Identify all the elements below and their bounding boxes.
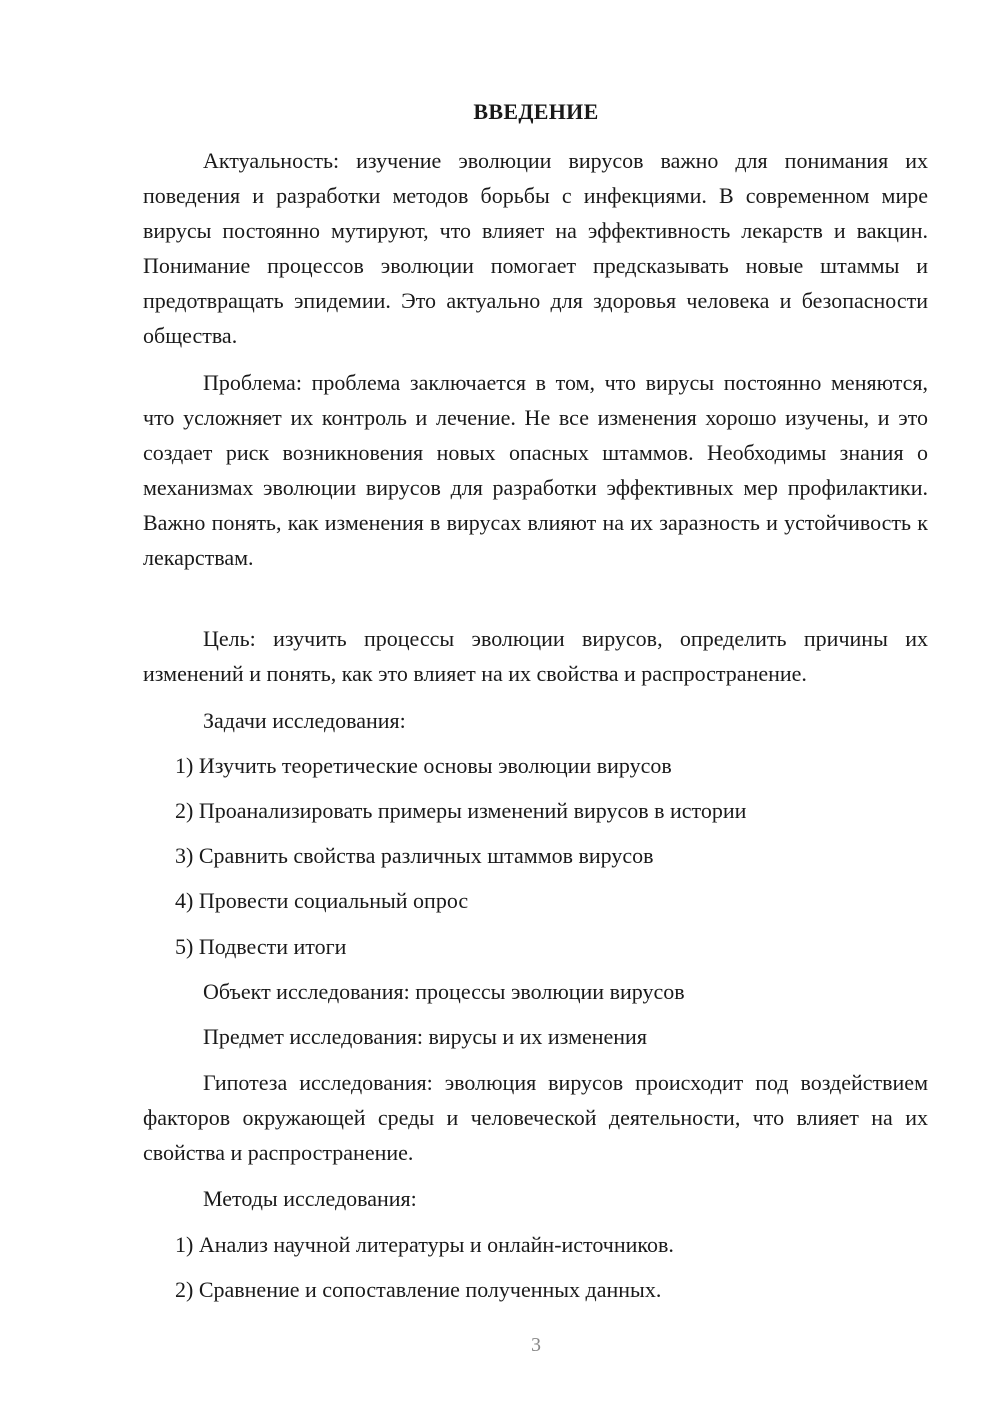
task-item: 1) Изучить теоретические основы эволюции вирусов xyxy=(175,753,672,778)
methods-title: Методы исследования: xyxy=(203,1186,417,1211)
task-item: 2) Проанализировать примеры изменений вирусов в истории xyxy=(175,798,747,823)
object-line: Объект исследования: процессы эволюции вирусов xyxy=(203,979,685,1004)
goal-paragraph: Цель: изучить процессы эволюции вирусов, определить причины их изменений и понять, как это влияет на их свойства и распространение. xyxy=(143,626,928,686)
subject-line: Предмет исследования: вирусы и их изменения xyxy=(203,1024,647,1049)
section-heading: ВВЕДЕНИЕ xyxy=(473,99,599,124)
method-item: 2) Сравнение и сопоставление полученных данных. xyxy=(175,1277,662,1302)
task-item: 4) Провести социальный опрос xyxy=(175,888,469,913)
page-number: 3 xyxy=(531,1334,541,1356)
task-item: 3) Сравнить свойства различных штаммов вирусов xyxy=(175,843,654,868)
hypothesis-paragraph: Гипотеза исследования: эволюция вирусов происходит под воздействием факторов окружающей среды и человеческой деятельности, что влияет на их свойства и распространение. xyxy=(143,1070,928,1165)
problem-paragraph: Проблема: проблема заключается в том, что вирусы постоянно меняются, что усложняет их контроль и лечение. Не все изменения хорошо изучены, и это создает риск возникновения новых опасных штаммов. Необходимы знания о механизмах эволюции вирусов для разработки эффективных мер профилактики. Важно понять, как изменения в вирусах влияют на их заразность и устойчивость к лекарствам. xyxy=(143,370,928,570)
task-item: 5) Подвести итоги xyxy=(175,934,347,959)
tasks-title: Задачи исследования: xyxy=(203,708,406,733)
relevance-paragraph: Актуальность: изучение эволюции вирусов важно для понимания их поведения и разработки методов борьбы с инфекциями. В современном мире вирусы постоянно мутируют, что влияет на эффективность лекарств и вакцин. Понимание процессов эволюции помогает предсказывать новые штаммы и предотвращать эпидемии. Это актуально для здоровья человека и безопасности общества. xyxy=(143,148,928,348)
method-item: 1) Анализ научной литературы и онлайн-источников. xyxy=(175,1232,674,1257)
